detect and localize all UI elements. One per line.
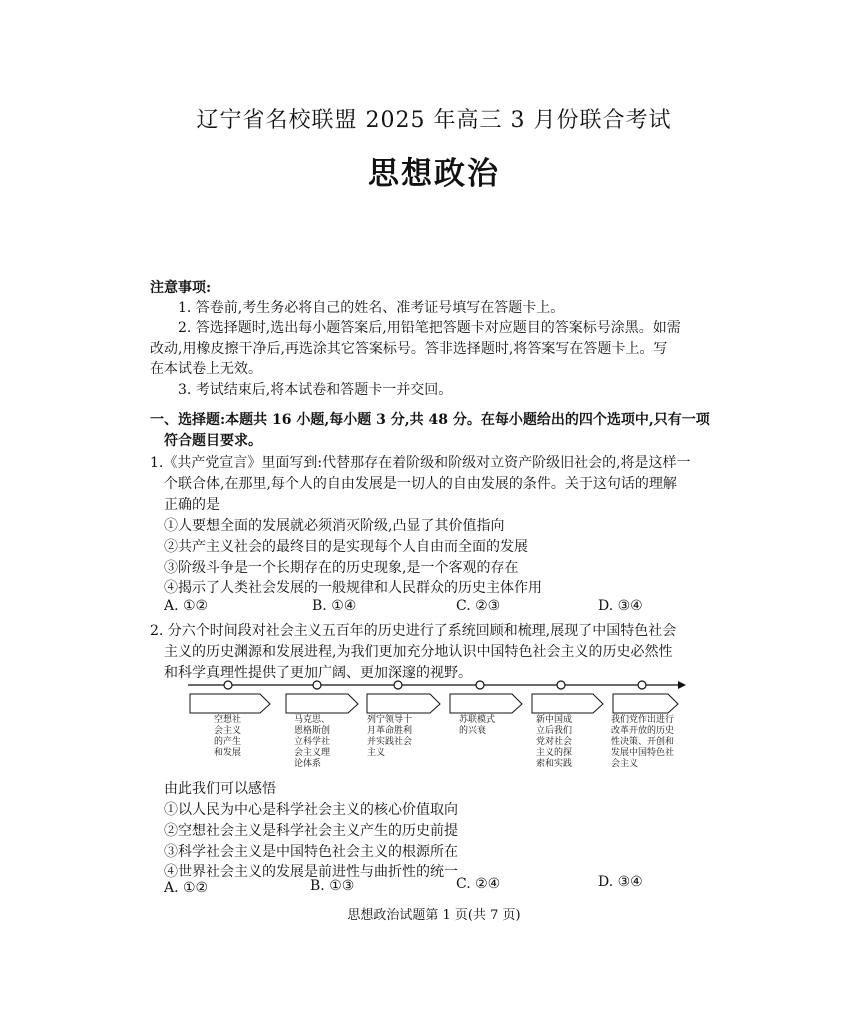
- q1-statement: ①人要想全面的发展就必须消灭阶级,凸显了其价值指向: [164, 518, 505, 534]
- notice-item-3: 3. 考试结束后,将本试卷和答题卡一并交回。: [178, 382, 453, 398]
- q2-stem-3: 和科学真理性提供了更加广阔、更加深邃的视野。: [164, 665, 472, 681]
- q2-statement: ②空想社会主义是科学社会主义产生的历史前提: [164, 823, 458, 839]
- q2-option-c[interactable]: C. ②④: [456, 876, 501, 892]
- section-heading: 一、选择题:本题共 16 小题,每小题 3 分,共 48 分。在每小题给出的四个选项中,只有一项: [150, 412, 710, 428]
- q1-stem-2: 个联合体,在那里,每个人的自由发展是一切人的自由发展的条件。关于这句话的理解: [164, 476, 677, 492]
- q1-stem-3: 正确的是: [164, 497, 220, 513]
- notice-item-2: 2. 答选择题时,选出每小题答案后,用铅笔把答题卡对应题目的答案标号涂黑。如需: [178, 320, 681, 336]
- timeline-stage-1: 空想社 会主义 的产生 和发展: [214, 715, 242, 758]
- q2-option-a[interactable]: A. ①②: [164, 880, 209, 896]
- q2-option-b[interactable]: B. ①③: [310, 878, 355, 894]
- q1-statement: ④揭示了人类社会发展的一般规律和人民群众的历史主体作用: [164, 580, 542, 596]
- history-timeline: [186, 675, 686, 780]
- timeline-axis: [186, 675, 686, 715]
- timeline-stage-6: 我们党作出进行 改革开放的历史 性决策、开创和 发展中国特色社 会主义: [611, 715, 675, 769]
- notice-item-1: 1. 答卷前,考生务必将自己的姓名、准考证号填写在答题卡上。: [178, 300, 565, 316]
- q1-option-a[interactable]: A. ①②: [164, 598, 209, 614]
- q2-stem-2: 主义的历史渊源和发展进程,为我们更加充分地认识中国特色社会主义的历史必然性: [164, 644, 673, 660]
- q2-option-d[interactable]: D. ③④: [598, 874, 643, 890]
- timeline-stage-2: 马克思、 恩格斯创 立科学社 会主义理 论体系: [294, 715, 331, 769]
- timeline-stage-3: 列宁领导十 月革命胜利 并实践社会 主义: [367, 715, 413, 758]
- exam-title: 辽宁省名校联盟 2025 年高三 3 月份联合考试: [196, 108, 672, 133]
- timeline-stage-5: 新中国成 立后我们 党对社会 主义的探 索和实践: [536, 715, 573, 769]
- q1-option-d[interactable]: D. ③④: [598, 598, 643, 614]
- page-footer: 思想政治试题第 1 页(共 7 页): [347, 908, 521, 923]
- notice-item-2-cont: 改动,用橡皮擦干净后,再选涂其它答案标号。答非选择题时,将答案写在答题卡上。写: [150, 341, 668, 357]
- q1-option-c[interactable]: C. ②③: [456, 598, 501, 614]
- q2-statement: ③科学社会主义是中国特色社会主义的根源所在: [164, 844, 458, 860]
- q1-option-b[interactable]: B. ①④: [312, 598, 357, 614]
- q2-stem-1: 2. 分六个时间段对社会主义五百年的历史进行了系统回顾和梳理,展现了中国特色社会: [150, 623, 677, 639]
- notice-heading: 注意事项:: [150, 280, 212, 296]
- timeline-stage-4: 苏联模式 的兴衰: [459, 715, 496, 736]
- subject-title: 思想政治: [368, 156, 500, 192]
- notice-item-2-cont2: 在本试卷上无效。: [150, 361, 262, 377]
- q2-statement: ①以人民为中心是科学社会主义的核心价值取向: [164, 802, 458, 818]
- section-heading-cont: 符合题目要求。: [164, 433, 262, 449]
- q1-stem-1: 1.《共产党宣言》里面写到:代替那存在着阶级和阶级对立资产阶级旧社会的,将是这样一: [150, 455, 691, 471]
- q2-lead: 由此我们可以感悟: [164, 781, 276, 797]
- q2-statement: ④世界社会主义的发展是前进性与曲折性的统一: [164, 864, 458, 880]
- q1-statement: ②共产主义社会的最终目的是实现每个人自由而全面的发展: [164, 539, 528, 555]
- q1-statement: ③阶级斗争是一个长期存在的历史现象,是一个客观的存在: [164, 560, 519, 576]
